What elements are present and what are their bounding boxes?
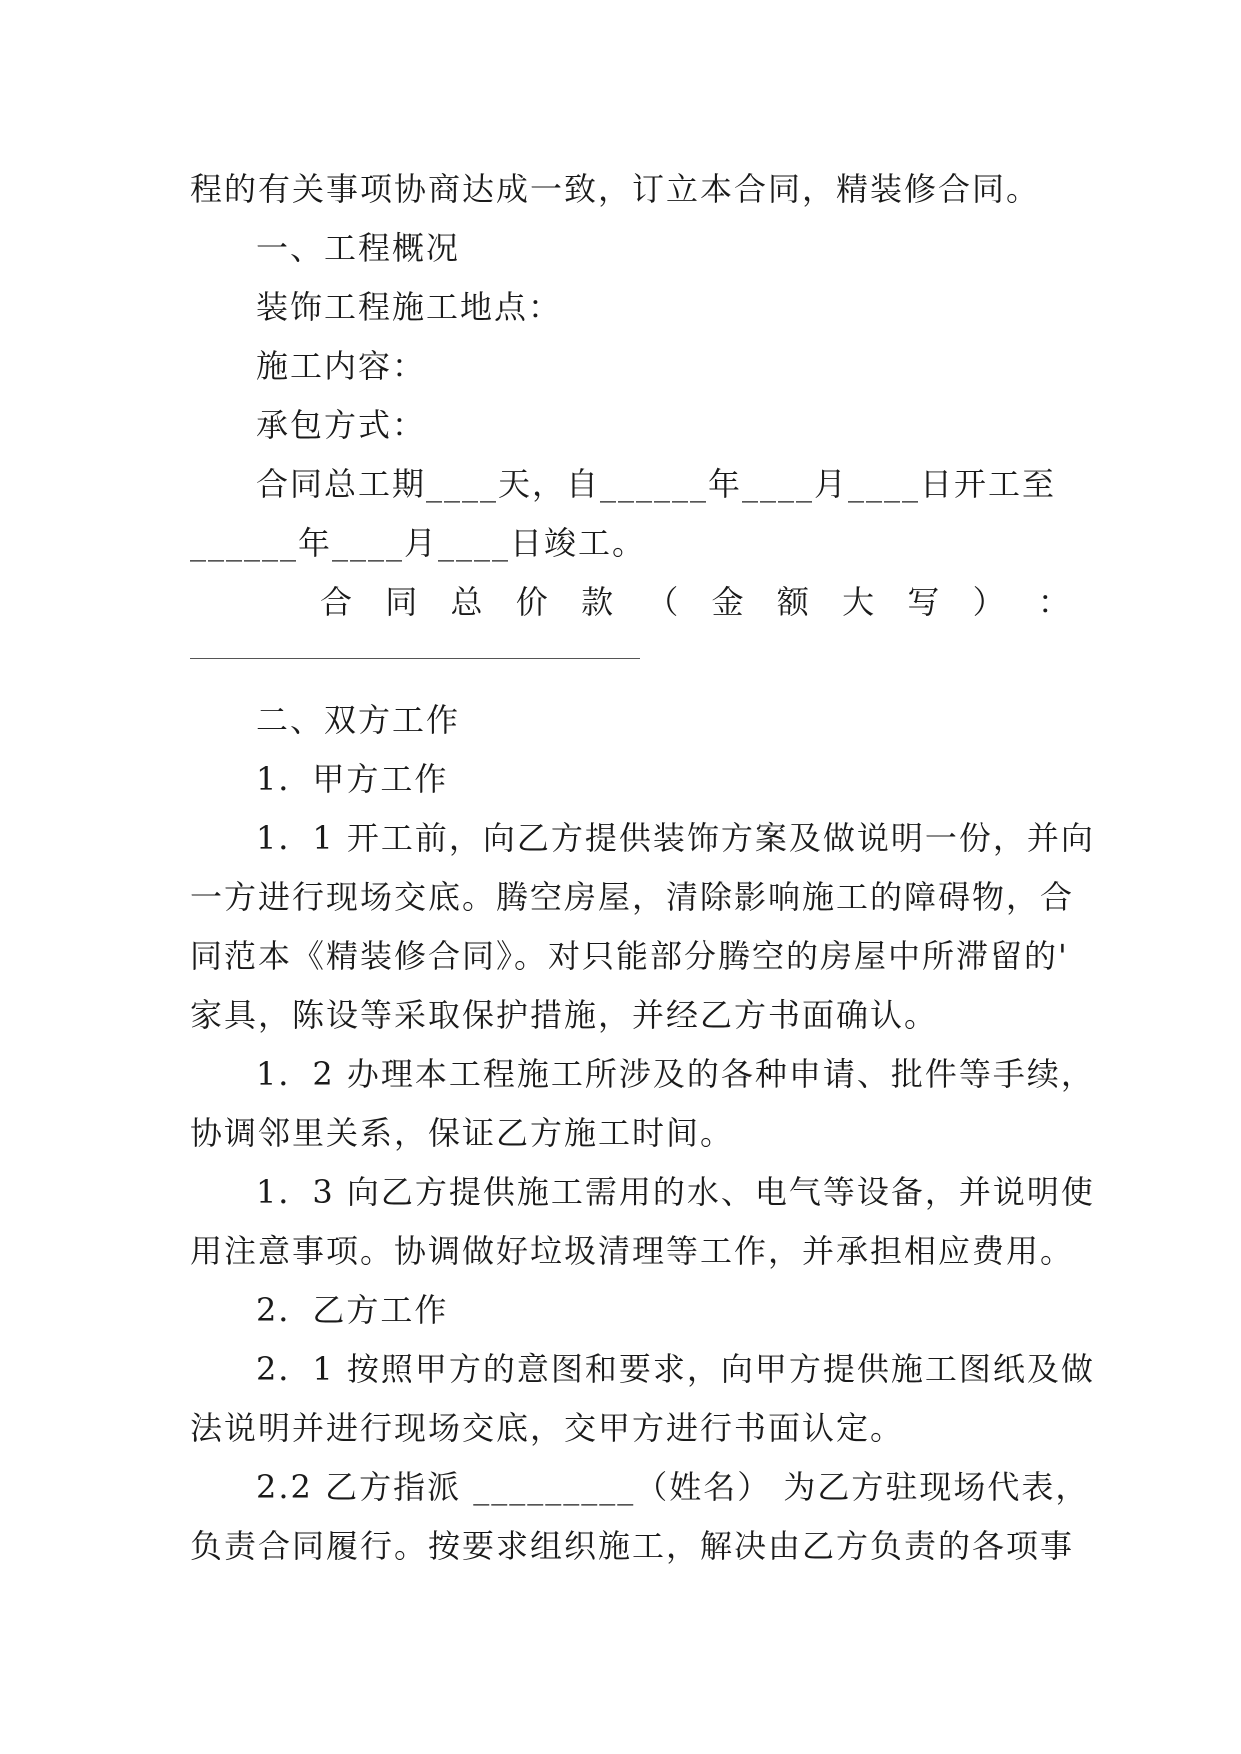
text-line: ______年____月____日竣工。 xyxy=(190,524,647,562)
section-heading: 一、工程概况 xyxy=(256,229,461,267)
text-line: 2．1 按照甲方的意图和要求，向甲方提供施工图纸及做 xyxy=(256,1350,1095,1388)
text-line: 家具，陈设等采取保护措施，并经乙方书面确认。 xyxy=(190,996,939,1034)
document-body xyxy=(190,160,1095,1576)
text-line: 一方进行现场交底。腾空房屋，清除影响施工的障碍物，合 xyxy=(190,878,1075,916)
field-label: 装饰工程施工地点： xyxy=(256,288,563,326)
field-label: 承包方式： xyxy=(256,406,427,444)
section-heading: 二、双方工作 xyxy=(256,701,461,739)
text-line: 1．3 向乙方提供施工需用的水、电气等设备，并说明使 xyxy=(256,1173,1095,1211)
price-char: 写 xyxy=(907,583,940,621)
price-char: 合 xyxy=(320,583,353,621)
underline-rule xyxy=(190,658,640,659)
price-char: 款 xyxy=(581,583,614,621)
text-line: 负责合同履行。按要求组织施工，解决由乙方负责的各项事 xyxy=(190,1527,1075,1565)
text-line: 同范本《精装修合同》。对只能部分腾空的房屋中所滞留的' xyxy=(190,937,1069,975)
price-char: 同 xyxy=(385,583,418,621)
text-line: 法说明并进行现场交底，交甲方进行书面认定。 xyxy=(190,1409,905,1447)
text-line: 2.2 乙方指派 _________（姓名） 为乙方驻现场代表， xyxy=(256,1468,1090,1506)
field-label: 施工内容： xyxy=(256,347,427,385)
text-line: 1．1 开工前，向乙方提供装饰方案及做说明一份，并向 xyxy=(256,819,1095,857)
text-line: 1．2 办理本工程施工所涉及的各种申请、批件等手续， xyxy=(256,1055,1095,1093)
blank-line xyxy=(190,632,1070,691)
text-line: 用注意事项。协调做好垃圾清理等工作，并承担相应费用。 xyxy=(190,1232,1075,1270)
subsection-heading: 1．甲方工作 xyxy=(256,760,449,798)
text-line: 程的有关事项协商达成一致，订立本合同，精装修合同。 xyxy=(190,170,1041,208)
price-char: 总 xyxy=(450,583,483,621)
price-char: ） xyxy=(972,583,1005,621)
price-label xyxy=(190,573,1070,632)
subsection-heading: 2．乙方工作 xyxy=(256,1291,449,1329)
text-line: 协调邻里关系，保证乙方施工时间。 xyxy=(190,1114,735,1152)
price-char: 额 xyxy=(776,583,809,621)
price-char: 大 xyxy=(842,583,875,621)
price-char: 价 xyxy=(515,583,548,621)
text-line: 合同总工期____天，自______年____月____日开工至 xyxy=(256,465,1057,503)
price-char: 金 xyxy=(711,583,744,621)
price-char: （ xyxy=(646,583,679,621)
price-char: ： xyxy=(1037,583,1070,621)
